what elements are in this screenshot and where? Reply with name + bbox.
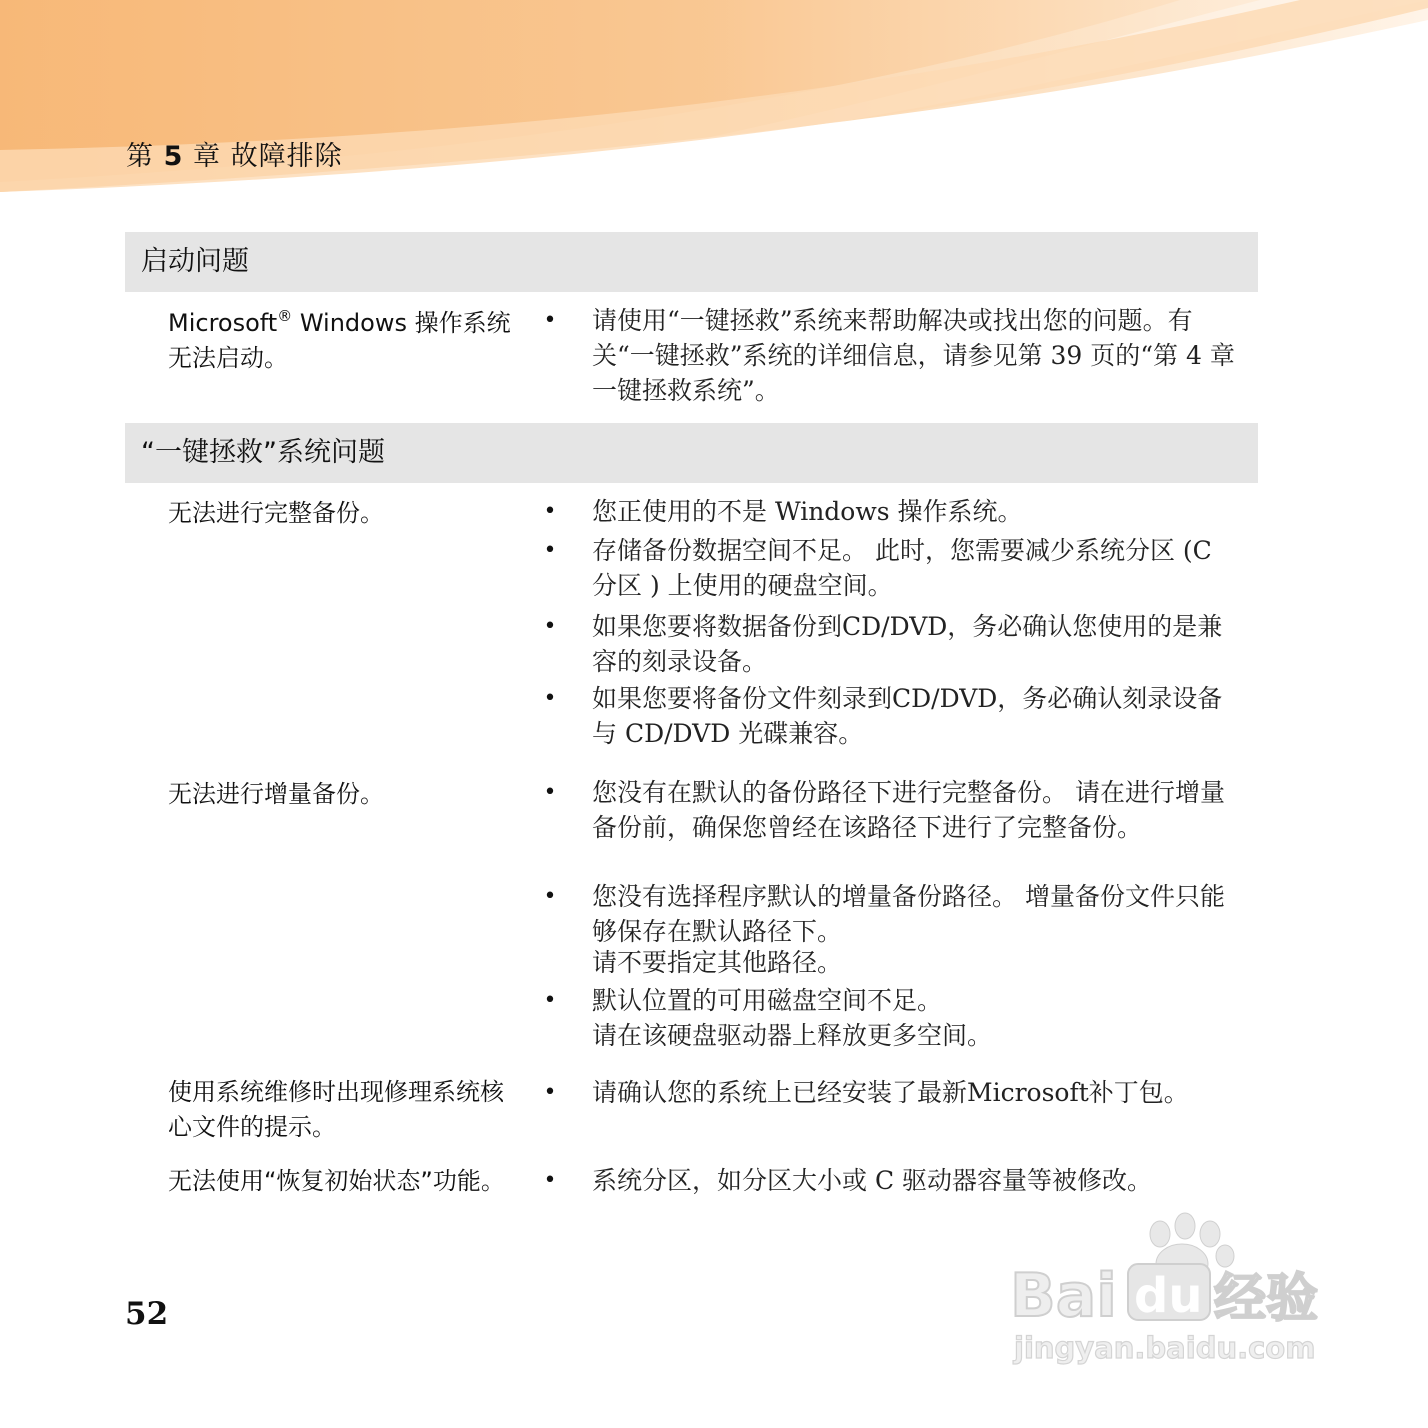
chapter-title xyxy=(126,134,343,173)
solution-line: 请在该硬盘驱动器上释放更多空间。 xyxy=(592,1021,993,1050)
chapter-prefix: 第 xyxy=(126,141,154,172)
solution-line: 默认位置的可用磁盘空间不足。 xyxy=(592,986,943,1015)
problem-full-backup: 无法进行完整备份。 xyxy=(168,499,384,527)
bullet: • xyxy=(543,884,557,909)
registered-mark: ® xyxy=(277,307,293,325)
bullet: • xyxy=(543,614,557,639)
bullet: • xyxy=(543,308,557,333)
bullet: • xyxy=(543,1080,557,1105)
solution-item: 请确认您的系统上已经安装了最新Microsoft补丁包。 xyxy=(592,1078,1189,1107)
solution-item xyxy=(592,983,1242,1053)
solution-item: 您没有在默认的备份路径下进行完整备份。 请在进行增量备份前，确保您曾经在该路径下进行了完整备份。 xyxy=(592,778,1225,842)
baidu-jingyan-watermark xyxy=(1010,1212,1350,1372)
bullet: • xyxy=(543,538,557,563)
watermark-url: jingyan.baidu.com xyxy=(1014,1331,1316,1365)
solution-item: 系统分区，如分区大小或 C 驱动器容量等被修改。 xyxy=(592,1166,1153,1195)
bullet: • xyxy=(543,780,557,805)
solution-line: 您没有选择程序默认的增量备份路径。 增量备份文件只能够保存在默认路径下。 xyxy=(592,882,1225,946)
svg-text:du: du xyxy=(1134,1268,1203,1324)
section-header-startup: 启动问题 xyxy=(125,232,1258,292)
svg-text:Bai: Bai xyxy=(1010,1261,1117,1331)
problem-incremental-backup: 无法进行增量备份。 xyxy=(168,780,384,808)
page-number: 52 xyxy=(125,1296,169,1332)
bullet: • xyxy=(543,988,557,1013)
bullet: • xyxy=(543,499,557,524)
section-header-rescue: “一键拯救”系统问题 xyxy=(125,423,1258,483)
svg-text:经验: 经验 xyxy=(1214,1269,1319,1329)
bullet: • xyxy=(543,1168,557,1193)
solution-item: 您正使用的不是 Windows 操作系统。 xyxy=(592,497,1023,526)
solution-item xyxy=(592,879,1242,980)
solution-item: 如果您要将备份文件刻录到CD/DVD，务必确认刻录设备与 CD/DVD 光碟兼容。 xyxy=(592,684,1223,748)
bullet: • xyxy=(543,686,557,711)
problem-restore-factory: 无法使用“恢复初始状态”功能。 xyxy=(168,1167,505,1195)
chapter-suffix: 章 故障排除 xyxy=(192,141,343,172)
chapter-number: 5 xyxy=(163,141,184,172)
problem-windows-startup: Microsoft® Windows 操作系统无法启动。 xyxy=(168,307,511,372)
problem-repair-prompt: 使用系统维修时出现修理系统核心文件的提示。 xyxy=(168,1078,504,1141)
solution-item: 请使用“一键拯救”系统来帮助解决或找出您的问题。有关“一键拯救”系统的详细信息，请参见第 39 页的“第 4 章 一键拯救系统”。 xyxy=(592,306,1235,405)
solution-line: 请不要指定其他路径。 xyxy=(592,948,843,977)
solution-item: 如果您要将数据备份到CD/DVD，务必确认您使用的是兼容的刻录设备。 xyxy=(592,612,1223,676)
solution-item: 存储备份数据空间不足。 此时，您需要减少系统分区 (C 分区 ) 上使用的硬盘空间。 xyxy=(592,536,1212,600)
